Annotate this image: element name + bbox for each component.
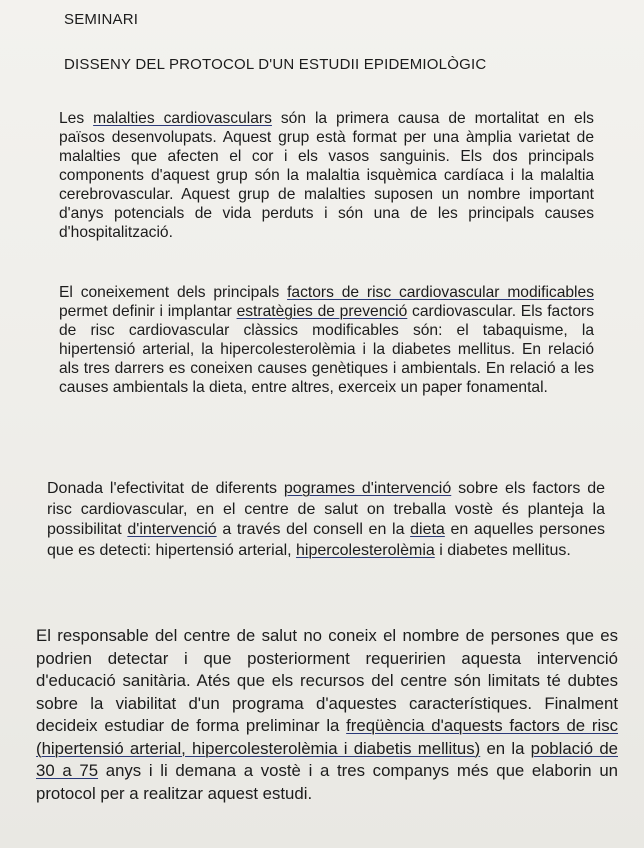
text-run: en la	[480, 738, 531, 758]
underlined-phrase: factors de risc cardiovascular modificables	[287, 284, 594, 301]
underlined-phrase: freqüència d'aquests factors de risc (hipertensió arterial, hipercolesterolèmia i diabetis mellitus)	[36, 716, 618, 758]
paragraph-4	[36, 625, 618, 805]
text-run: i diabetes mellitus.	[434, 541, 571, 559]
text-run: anys i li demana a vostè i a tres companys més que elaborin un protocol per a realitzar aquest estudi.	[36, 761, 618, 803]
paragraph-3	[47, 479, 605, 561]
text-run: a través del consell en la	[216, 521, 411, 538]
text-run: El responsable del centre de salut no coneix el nombre de persones que es podrien detectar i que posteriorment requeririen aquesta intervenció d'educació sanitària. Atés que els recursos del centre són limitats té dubtes sobre la viabilitat d'un programa d'aquestes característiques. Finalment decideix estudiar de forma preliminar la	[36, 626, 618, 735]
underlined-phrase: pogrames d'intervenció	[283, 480, 452, 497]
text-run: Donada l'efectivitat de diferents	[47, 480, 284, 497]
text-run: sobre els factors de risc cardiovascular, en el centre de salut on treballa vostè és planteja la possibilitat	[47, 480, 606, 538]
document-title: DISSENY DEL PROTOCOL D'UN ESTUDII EPIDEMIOLÒGIC	[64, 56, 487, 73]
text-run: Les	[59, 110, 94, 127]
underlined-phrase: estratègies de prevenció	[236, 303, 408, 320]
underlined-phrase: malalties cardiovasculars	[93, 110, 272, 127]
underlined-phrase: dieta	[410, 521, 445, 538]
underlined-phrase: d'intervenció	[127, 521, 217, 538]
text-run: cardiovascular. Els factors de risc cardiovascular clàssics modificables són: el tabaquisme, la hipertensió arterial, la hipercolesterolèmia i la diabetes mellitus. En relació als tres darrers es coneixen causes genètiques i ambientals. En relació a les causes ambientals la dieta, entre altres, exerceix un paper fonamental.	[59, 303, 595, 396]
paragraph-2	[59, 283, 594, 397]
underlined-phrase: població de 30 a 75	[36, 738, 618, 780]
text-run: El coneixement dels principals	[59, 284, 288, 301]
text-run: són la primera causa de mortalitat en els països desenvolupats. Aquest grup està format per una àmplia varietat de malalties que afecten el cor i els vasos sanguinis. Els dos principals components d'aquest grup són la malaltia isquèmica cardíaca i la malaltia cerebrovascular. Aquest grup de malalties suposen un nombre important d'anys potencials de vida perduts i són una de les principals causes d'hospitalització.	[59, 110, 594, 241]
paragraph-1	[59, 109, 594, 242]
text-run: en aquelles persones que es detecti: hipertensió arterial,	[47, 521, 605, 559]
underlined-phrase: hipercolesterolèmia	[296, 541, 435, 559]
text-run: permet definir i implantar	[59, 303, 237, 320]
seminar-label: SEMINARI	[64, 11, 139, 28]
